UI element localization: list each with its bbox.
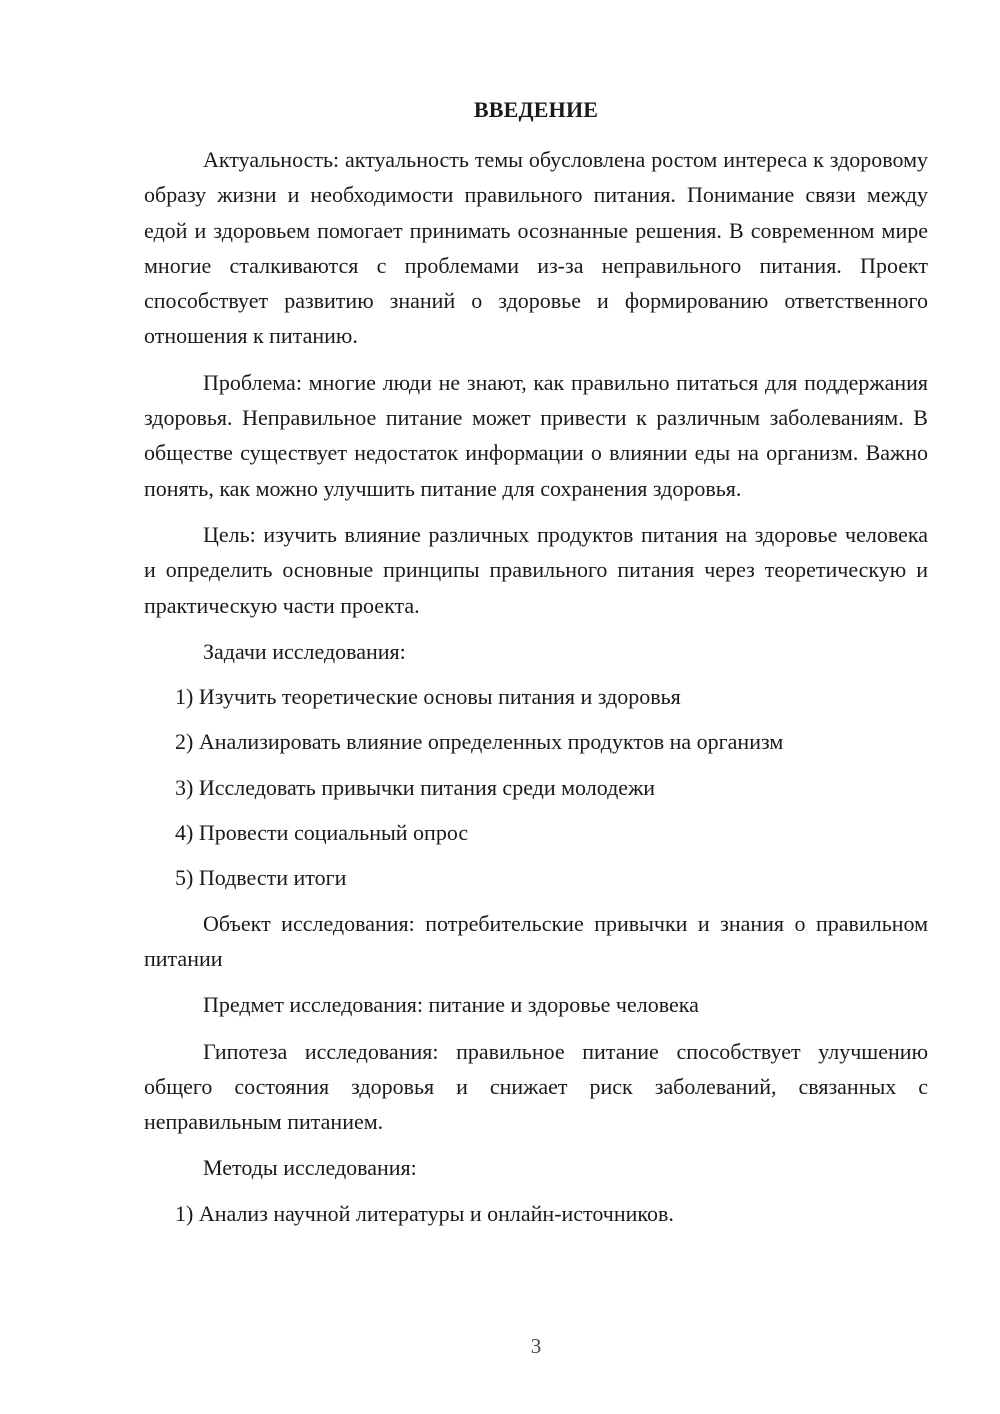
- methods-heading: Методы исследования:: [203, 1155, 417, 1181]
- tasks-heading: Задачи исследования:: [203, 638, 406, 664]
- relevance-paragraph: Актуальность: актуальность темы обусловлена ростом интереса к здоровому образу жизни и необходимости правильного питания. Понимание связи между едой и здоровьем помогает принимать осознанные решения. В современном мире многие сталкиваются с проблемами из-за неправильного питания. Проект способствует развитию знаний о здоровье и формированию ответственного отношения к питанию.: [144, 147, 928, 349]
- task-item: 5) Подвести итоги: [175, 865, 347, 891]
- hypothesis-paragraph: Гипотеза исследования: правильное питание способствует улучшению общего состояния здоровья и снижает риск заболеваний, связанных с неправильным питанием.: [144, 1038, 928, 1135]
- task-item: 2) Анализировать влияние определенных продуктов на организм: [175, 729, 784, 755]
- page-content: [144, 92, 928, 1241]
- subject-paragraph: Предмет исследования: питание и здоровье человека: [203, 992, 699, 1018]
- method-item: 1) Анализ научной литературы и онлайн-источников.: [175, 1200, 674, 1226]
- page-title: ВВЕДЕНИЕ: [473, 97, 599, 122]
- page-number: 3: [530, 1334, 542, 1358]
- task-item: 1) Изучить теоретические основы питания и здоровья: [175, 684, 681, 710]
- goal-paragraph: Цель: изучить влияние различных продуктов питания на здоровье человека и определить основные принципы правильного питания через теоретическую и практическую части проекта.: [144, 521, 928, 618]
- problem-paragraph: Проблема: многие люди не знают, как правильно питаться для поддержания здоровья. Неправильное питание может привести к различным заболеваниям. В обществе существует недостаток информации о влиянии еды на организм. Важно понять, как можно улучшить питание для сохранения здоровья.: [144, 369, 928, 501]
- task-item: 4) Провести социальный опрос: [175, 820, 469, 846]
- task-item: 3) Исследовать привычки питания среди молодежи: [175, 774, 656, 800]
- object-paragraph: Объект исследования: потребительские привычки и знания о правильном питании: [144, 910, 928, 971]
